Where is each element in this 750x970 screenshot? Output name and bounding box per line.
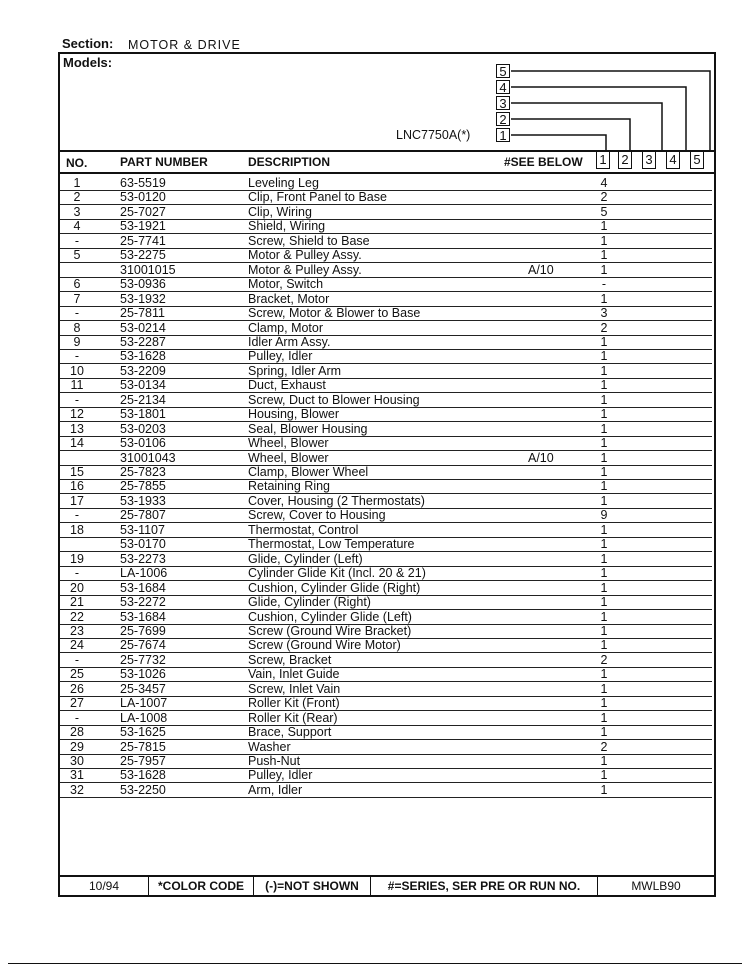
row-no: 29: [70, 740, 84, 754]
row-description: Clip, Front Panel to Base: [248, 190, 387, 204]
footer-series-note: #=SERIES, SER PRE OR RUN NO.: [387, 879, 581, 893]
row-quantity: 1: [600, 422, 608, 436]
row-description: Seal, Blower Housing: [248, 422, 368, 436]
row-no: 28: [70, 725, 84, 739]
row-description: Brace, Support: [248, 725, 332, 739]
row-quantity: 1: [600, 638, 608, 652]
series-col-1: 1: [596, 151, 610, 169]
table-row: [58, 523, 716, 537]
row-no: 5: [73, 248, 81, 262]
row-part-number: 25-7811: [120, 306, 165, 320]
table-row: [58, 696, 716, 710]
row-part-number: 25-7807: [120, 508, 166, 522]
table-row: [58, 378, 716, 392]
row-description: Cushion, Cylinder Glide (Left): [248, 610, 412, 624]
row-description: Screw, Inlet Vain: [248, 682, 341, 696]
row-quantity: 1: [600, 263, 608, 277]
row-description: Shield, Wiring: [248, 219, 326, 233]
row-description: Idler Arm Assy.: [248, 335, 331, 349]
row-part-number: LA-1007: [120, 696, 168, 710]
row-no: 18: [70, 523, 84, 537]
row-see-below: A/10: [528, 451, 554, 465]
row-part-number: 53-0936: [120, 277, 166, 291]
table-row: [58, 682, 716, 696]
row-no: 31: [70, 768, 84, 782]
table-row: [58, 321, 716, 335]
col-header-description: DESCRIPTION: [248, 155, 331, 169]
row-quantity: 1: [600, 552, 608, 566]
row-no: 6: [73, 277, 81, 291]
table-row: [58, 263, 716, 277]
row-no: 20: [70, 581, 84, 595]
row-no: 27: [70, 696, 84, 710]
row-description: Arm, Idler: [248, 783, 303, 797]
row-no: 14: [70, 436, 84, 450]
row-no: -: [74, 653, 80, 667]
row-no: 30: [70, 754, 84, 768]
series-box-3: 3: [496, 96, 510, 110]
table-row: [58, 508, 716, 522]
row-quantity: 1: [600, 378, 608, 392]
table-row: [58, 248, 716, 262]
row-see-below: A/10: [528, 263, 554, 277]
row-description: Clamp, Motor: [248, 321, 324, 335]
row-no: 17: [70, 494, 84, 508]
table-row: [58, 190, 716, 204]
row-part-number: 25-7815: [120, 740, 166, 754]
row-description: Screw (Ground Wire Bracket): [248, 624, 412, 638]
table-row: [58, 234, 716, 248]
row-description: Screw, Shield to Base: [248, 234, 370, 248]
row-part-number: 53-0203: [120, 422, 166, 436]
table-row: [58, 176, 716, 190]
row-quantity: 1: [600, 292, 608, 306]
row-no: -: [74, 393, 80, 407]
row-quantity: 1: [600, 783, 608, 797]
row-no: 10: [70, 364, 84, 378]
row-part-number: 53-0120: [120, 190, 166, 204]
row-quantity: 2: [600, 190, 608, 204]
row-part-number: 25-7732: [120, 653, 166, 667]
series-box-2: 2: [496, 112, 510, 126]
table-row: [58, 219, 716, 233]
row-quantity: 1: [600, 624, 608, 638]
row-quantity: 1: [600, 364, 608, 378]
row-part-number: 53-1107: [120, 523, 165, 537]
row-part-number: 31001015: [120, 263, 176, 277]
section-label: Section:: [62, 36, 114, 51]
row-description: Thermostat, Low Temperature: [248, 537, 415, 551]
section-value: MOTOR & DRIVE: [128, 38, 241, 52]
row-part-number: 25-3457: [120, 682, 166, 696]
connector-line-3: [511, 103, 662, 152]
row-part-number: 53-2209: [120, 364, 166, 378]
table-row: [58, 740, 716, 754]
row-description: Motor & Pulley Assy.: [248, 263, 362, 277]
table-row: [58, 725, 716, 739]
table-row: [58, 552, 716, 566]
row-part-number: 53-1628: [120, 349, 166, 363]
table-row: [58, 581, 716, 595]
row-quantity: 2: [600, 321, 608, 335]
page-bottom-rule: [8, 963, 742, 964]
row-part-number: 53-1933: [120, 494, 166, 508]
connector-line-5: [511, 71, 710, 152]
row-part-number: 53-1684: [120, 610, 166, 624]
series-col-4: 4: [666, 151, 680, 169]
row-part-number: LA-1008: [120, 711, 168, 725]
table-row: [58, 754, 716, 768]
series-col-2: 2: [618, 151, 632, 169]
row-no: 8: [73, 321, 81, 335]
col-header-see-below: #SEE BELOW: [504, 155, 583, 169]
row-quantity: 1: [600, 566, 608, 580]
row-no: -: [74, 566, 80, 580]
row-part-number: 53-1625: [120, 725, 166, 739]
row-description: Glide, Cylinder (Right): [248, 595, 371, 609]
table-row: [58, 711, 716, 725]
row-no: -: [74, 508, 80, 522]
row-part-number: 25-7741: [120, 234, 166, 248]
row-part-number: 25-7699: [120, 624, 166, 638]
model-name: LNC7750A(*): [396, 128, 471, 142]
row-part-number: 25-7674: [120, 638, 166, 652]
row-quantity: 1: [600, 595, 608, 609]
row-part-number: 25-7855: [120, 479, 166, 493]
row-no: -: [74, 711, 80, 725]
row-quantity: 4: [600, 176, 608, 190]
row-part-number: 53-2273: [120, 552, 166, 566]
row-quantity: 1: [600, 610, 608, 624]
table-row: [58, 595, 716, 609]
row-description: Washer: [248, 740, 291, 754]
row-description: Wheel, Blower: [248, 436, 329, 450]
row-part-number: 53-1684: [120, 581, 166, 595]
row-description: Clip, Wiring: [248, 205, 312, 219]
row-part-number: 53-2272: [120, 595, 166, 609]
row-quantity: 1: [600, 537, 608, 551]
row-quantity: 1: [600, 711, 608, 725]
row-quantity: 1: [600, 393, 608, 407]
row-quantity: 9: [600, 508, 608, 522]
row-description: Screw, Bracket: [248, 653, 332, 667]
row-quantity: 3: [600, 306, 608, 320]
row-part-number: 53-0106: [120, 436, 166, 450]
row-quantity: 1: [600, 696, 608, 710]
table-row: [58, 306, 716, 320]
row-description: Pulley, Idler: [248, 349, 313, 363]
table-row: [58, 451, 716, 465]
col-header-part-number: PART NUMBER: [120, 155, 208, 169]
row-description: Leveling Leg: [248, 176, 319, 190]
table-row: [58, 537, 716, 551]
table-row: [58, 364, 716, 378]
table-row: [58, 277, 716, 291]
row-quantity: 1: [600, 768, 608, 782]
series-col-3: 3: [642, 151, 656, 169]
table-row: [58, 494, 716, 508]
row-description: Clamp, Blower Wheel: [248, 465, 369, 479]
row-quantity: -: [601, 277, 607, 291]
row-quantity: 1: [600, 494, 608, 508]
table-row: [58, 479, 716, 493]
row-quantity: 2: [600, 740, 608, 754]
table-row: [58, 436, 716, 450]
row-part-number: 53-2275: [120, 248, 166, 262]
row-quantity: 1: [600, 682, 608, 696]
row-no: 24: [70, 638, 84, 652]
table-row: [58, 349, 716, 363]
table-row: [58, 566, 716, 580]
row-quantity: 1: [600, 436, 608, 450]
row-quantity: 1: [600, 479, 608, 493]
row-part-number: 53-1932: [120, 292, 166, 306]
row-quantity: 1: [600, 754, 608, 768]
row-part-number: 53-1026: [120, 667, 166, 681]
row-quantity: 1: [600, 725, 608, 739]
row-no: 4: [73, 219, 81, 233]
row-no: 13: [70, 422, 84, 436]
row-no: 15: [70, 465, 84, 479]
row-description: Spring, Idler Arm: [248, 364, 342, 378]
header-bottom-rule: [58, 172, 716, 174]
table-row: [58, 292, 716, 306]
row-quantity: 1: [600, 581, 608, 595]
table-row: [58, 783, 716, 797]
row-description: Retaining Ring: [248, 479, 330, 493]
row-description: Housing, Blower: [248, 407, 340, 421]
row-part-number: 53-0134: [120, 378, 166, 392]
row-quantity: 1: [600, 248, 608, 262]
row-no: 1: [73, 176, 81, 190]
row-quantity: 1: [600, 219, 608, 233]
table-row: [58, 422, 716, 436]
row-part-number: 53-0214: [120, 321, 166, 335]
row-quantity: 1: [600, 667, 608, 681]
table-row: [58, 465, 716, 479]
row-no: 11: [70, 378, 84, 392]
series-col-5: 5: [690, 151, 704, 169]
row-no: 12: [70, 407, 84, 421]
row-part-number: 53-2250: [120, 783, 166, 797]
row-description: Glide, Cylinder (Left): [248, 552, 363, 566]
row-no: 7: [73, 292, 81, 306]
row-description: Vain, Inlet Guide: [248, 667, 340, 681]
row-no: -: [74, 234, 80, 248]
table-row: [58, 205, 716, 219]
row-quantity: 5: [600, 205, 608, 219]
series-box-5: 5: [496, 64, 510, 78]
row-quantity: 1: [600, 523, 608, 537]
series-box-4: 4: [496, 80, 510, 94]
footer-color-code: *COLOR CODE: [157, 879, 244, 893]
table-row: [58, 768, 716, 782]
table-row: [58, 335, 716, 349]
row-quantity: 1: [600, 349, 608, 363]
row-no: 19: [70, 552, 84, 566]
row-part-number: 31001043: [120, 451, 176, 465]
row-no: 3: [73, 205, 81, 219]
footer-doc-code: MWLB90: [631, 879, 681, 893]
table-row: [58, 638, 716, 652]
row-description: Bracket, Motor: [248, 292, 330, 306]
row-description: Screw (Ground Wire Motor): [248, 638, 401, 652]
row-part-number: 63-5519: [120, 176, 166, 190]
row-no: 23: [70, 624, 84, 638]
row-part-number: 53-2287: [120, 335, 166, 349]
row-description: Wheel, Blower: [248, 451, 329, 465]
row-description: Duct, Exhaust: [248, 378, 326, 392]
row-no: 16: [70, 479, 84, 493]
footer-date: 10/94: [88, 879, 120, 893]
series-box-1: 1: [496, 128, 510, 142]
row-description: Thermostat, Control: [248, 523, 359, 537]
table-row: [58, 624, 716, 638]
row-no: 26: [70, 682, 84, 696]
table-row: [58, 653, 716, 667]
row-no: 9: [73, 335, 81, 349]
row-no: 32: [70, 783, 84, 797]
row-part-number: 53-1628: [120, 768, 166, 782]
row-quantity: 2: [600, 653, 608, 667]
row-no: 22: [70, 610, 84, 624]
row-quantity: 1: [600, 234, 608, 248]
row-quantity: 1: [600, 465, 608, 479]
row-part-number: 25-2134: [120, 393, 166, 407]
row-no: 2: [73, 190, 81, 204]
footer-not-shown: (-)=NOT SHOWN: [265, 879, 359, 893]
row-quantity: 1: [600, 451, 608, 465]
row-description: Cylinder Glide Kit (Incl. 20 & 21): [248, 566, 426, 580]
row-part-number: 25-7823: [120, 465, 166, 479]
row-no: 25: [70, 667, 84, 681]
row-description: Cover, Housing (2 Thermostats): [248, 494, 425, 508]
row-part-number: 53-1921: [120, 219, 166, 233]
row-part-number: 53-1801: [120, 407, 166, 421]
row-no: -: [74, 306, 80, 320]
table-row: [58, 610, 716, 624]
row-part-number: 53-0170: [120, 537, 166, 551]
row-no: 21: [70, 595, 84, 609]
models-label: Models:: [63, 55, 113, 70]
row-part-number: 25-7027: [120, 205, 166, 219]
row-description: Screw, Motor & Blower to Base: [248, 306, 421, 320]
row-description: Screw, Cover to Housing: [248, 508, 386, 522]
row-description: Motor, Switch: [248, 277, 324, 291]
row-description: Push-Nut: [248, 754, 301, 768]
row-no: -: [74, 349, 80, 363]
row-description: Screw, Duct to Blower Housing: [248, 393, 420, 407]
row-description: Roller Kit (Front): [248, 696, 340, 710]
row-description: Motor & Pulley Assy.: [248, 248, 362, 262]
row-description: Roller Kit (Rear): [248, 711, 338, 725]
table-row: [58, 667, 716, 681]
row-quantity: 1: [600, 407, 608, 421]
row-part-number: LA-1006: [120, 566, 168, 580]
row-part-number: 25-7957: [120, 754, 166, 768]
row-description: Pulley, Idler: [248, 768, 313, 782]
col-header-no: NO.: [66, 156, 88, 170]
row-underline: [60, 797, 712, 798]
table-row: [58, 393, 716, 407]
row-description: Cushion, Cylinder Glide (Right): [248, 581, 421, 595]
row-quantity: 1: [600, 335, 608, 349]
table-row: [58, 407, 716, 421]
